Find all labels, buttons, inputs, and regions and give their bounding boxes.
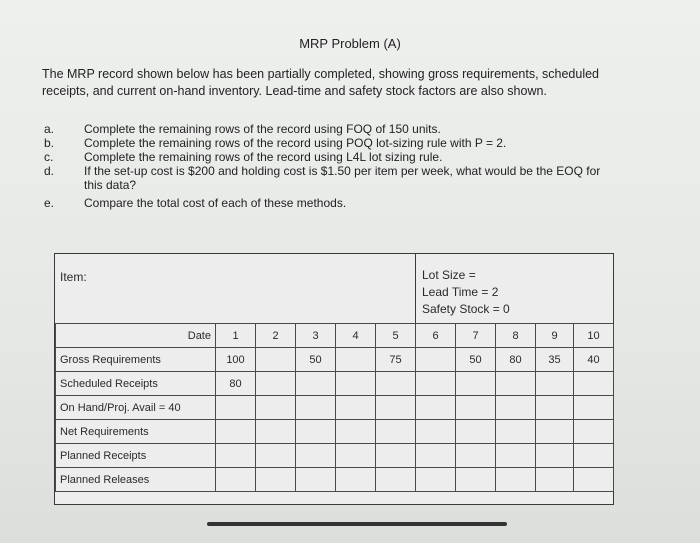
period-header: 4 — [336, 324, 376, 348]
task-text: Complete the remaining rows of the record using POQ lot-sizing rule with P = 2. — [84, 136, 507, 150]
period-header: 9 — [536, 324, 574, 348]
table-cell — [416, 348, 456, 372]
table-cell — [376, 444, 416, 468]
safety-stock-field: Safety Stock = 0 — [422, 302, 510, 316]
table-cell — [574, 444, 614, 468]
row-label: Scheduled Receipts — [56, 372, 216, 396]
task-list — [44, 122, 654, 210]
period-header: 10 — [574, 324, 614, 348]
table-cell: 35 — [536, 348, 574, 372]
period-header: 3 — [296, 324, 336, 348]
table-cell — [376, 420, 416, 444]
table-cell — [456, 468, 496, 492]
table-cell — [456, 372, 496, 396]
table-cell — [296, 396, 336, 420]
table-cell — [296, 444, 336, 468]
home-indicator-bar — [207, 522, 507, 526]
gross-requirements-row — [56, 348, 614, 372]
table-cell — [256, 348, 296, 372]
table-cell — [256, 396, 296, 420]
scheduled-receipts-row — [56, 372, 614, 396]
page-title: MRP Problem (A) — [299, 36, 401, 51]
table-cell: 40 — [574, 348, 614, 372]
table-cell — [216, 444, 256, 468]
date-row — [56, 324, 614, 348]
table-cell — [574, 372, 614, 396]
table-cell — [496, 372, 536, 396]
row-label: Planned Receipts — [56, 444, 216, 468]
task-letter: e. — [44, 196, 55, 210]
planned-releases-row — [56, 468, 614, 492]
table-cell — [574, 420, 614, 444]
table-cell: 80 — [496, 348, 536, 372]
table-cell — [336, 372, 376, 396]
table-cell — [296, 372, 336, 396]
period-header: 8 — [496, 324, 536, 348]
on-hand-row — [56, 396, 614, 420]
table-cell — [416, 420, 456, 444]
table-cell — [496, 396, 536, 420]
table-cell — [496, 420, 536, 444]
task-a — [44, 122, 654, 136]
table-cell — [296, 420, 336, 444]
table-cell — [456, 396, 496, 420]
task-c — [44, 150, 654, 164]
date-label: Date — [56, 324, 216, 348]
table-cell: 50 — [296, 348, 336, 372]
task-e — [44, 196, 654, 210]
table-cell — [256, 420, 296, 444]
table-cell — [496, 468, 536, 492]
table-cell — [256, 444, 296, 468]
net-requirements-row — [56, 420, 614, 444]
row-label: Net Requirements — [56, 420, 216, 444]
intro-paragraph: The MRP record shown below has been partially completed, showing gross requirements, scheduled receipts, and current on-hand inventory. Lead-time and safety stock factors are also shown. — [42, 67, 600, 98]
period-header: 7 — [456, 324, 496, 348]
table-cell — [256, 468, 296, 492]
row-label: On Hand/Proj. Avail = 40 — [56, 396, 216, 420]
mrp-record — [54, 253, 614, 505]
table-cell — [536, 444, 574, 468]
task-text: Compare the total cost of each of these methods. — [84, 196, 347, 210]
mrp-table — [55, 323, 614, 492]
table-cell — [574, 396, 614, 420]
table-cell — [536, 372, 574, 396]
table-cell — [536, 420, 574, 444]
table-cell — [296, 468, 336, 492]
table-cell — [416, 396, 456, 420]
mrp-header — [55, 254, 613, 324]
period-header: 1 — [216, 324, 256, 348]
table-cell — [416, 468, 456, 492]
period-header: 6 — [416, 324, 456, 348]
item-label: Item: — [60, 270, 87, 284]
row-label: Gross Requirements — [56, 348, 216, 372]
table-cell — [336, 348, 376, 372]
table-cell — [456, 420, 496, 444]
task-d — [44, 164, 654, 178]
table-cell: 100 — [216, 348, 256, 372]
table-cell: 80 — [216, 372, 256, 396]
table-cell — [336, 396, 376, 420]
lot-info-box — [415, 254, 612, 323]
task-letter: d. — [44, 164, 55, 178]
table-cell — [376, 468, 416, 492]
task-letter: a. — [44, 122, 55, 136]
table-cell — [416, 444, 456, 468]
table-cell — [336, 444, 376, 468]
table-cell — [256, 372, 296, 396]
task-text: Complete the remaining rows of the record using L4L lot sizing rule. — [84, 150, 443, 164]
task-letter: b. — [44, 136, 55, 150]
period-header: 2 — [256, 324, 296, 348]
planned-receipts-row — [56, 444, 614, 468]
task-d-continuation — [44, 178, 654, 192]
table-cell: 50 — [456, 348, 496, 372]
task-letter: c. — [44, 150, 54, 164]
table-cell — [376, 372, 416, 396]
task-text: If the set-up cost is $200 and holding cost is $1.50 per item per week, what would be the EOQ for — [84, 164, 601, 178]
row-label: Planned Releases — [56, 468, 216, 492]
table-cell — [416, 372, 456, 396]
lead-time-field: Lead Time = 2 — [422, 285, 499, 299]
table-cell — [216, 420, 256, 444]
table-cell — [336, 468, 376, 492]
table-cell — [536, 396, 574, 420]
table-cell: 75 — [376, 348, 416, 372]
period-header: 5 — [376, 324, 416, 348]
table-cell — [574, 468, 614, 492]
task-b — [44, 136, 654, 150]
table-cell — [216, 468, 256, 492]
table-cell — [536, 468, 574, 492]
table-cell — [336, 420, 376, 444]
table-cell — [496, 444, 536, 468]
table-cell — [456, 444, 496, 468]
lot-size-field: Lot Size = — [422, 268, 476, 282]
table-cell — [216, 396, 256, 420]
table-cell — [376, 396, 416, 420]
task-text: Complete the remaining rows of the record using FOQ of 150 units. — [84, 122, 441, 136]
task-text: this data? — [84, 178, 137, 192]
